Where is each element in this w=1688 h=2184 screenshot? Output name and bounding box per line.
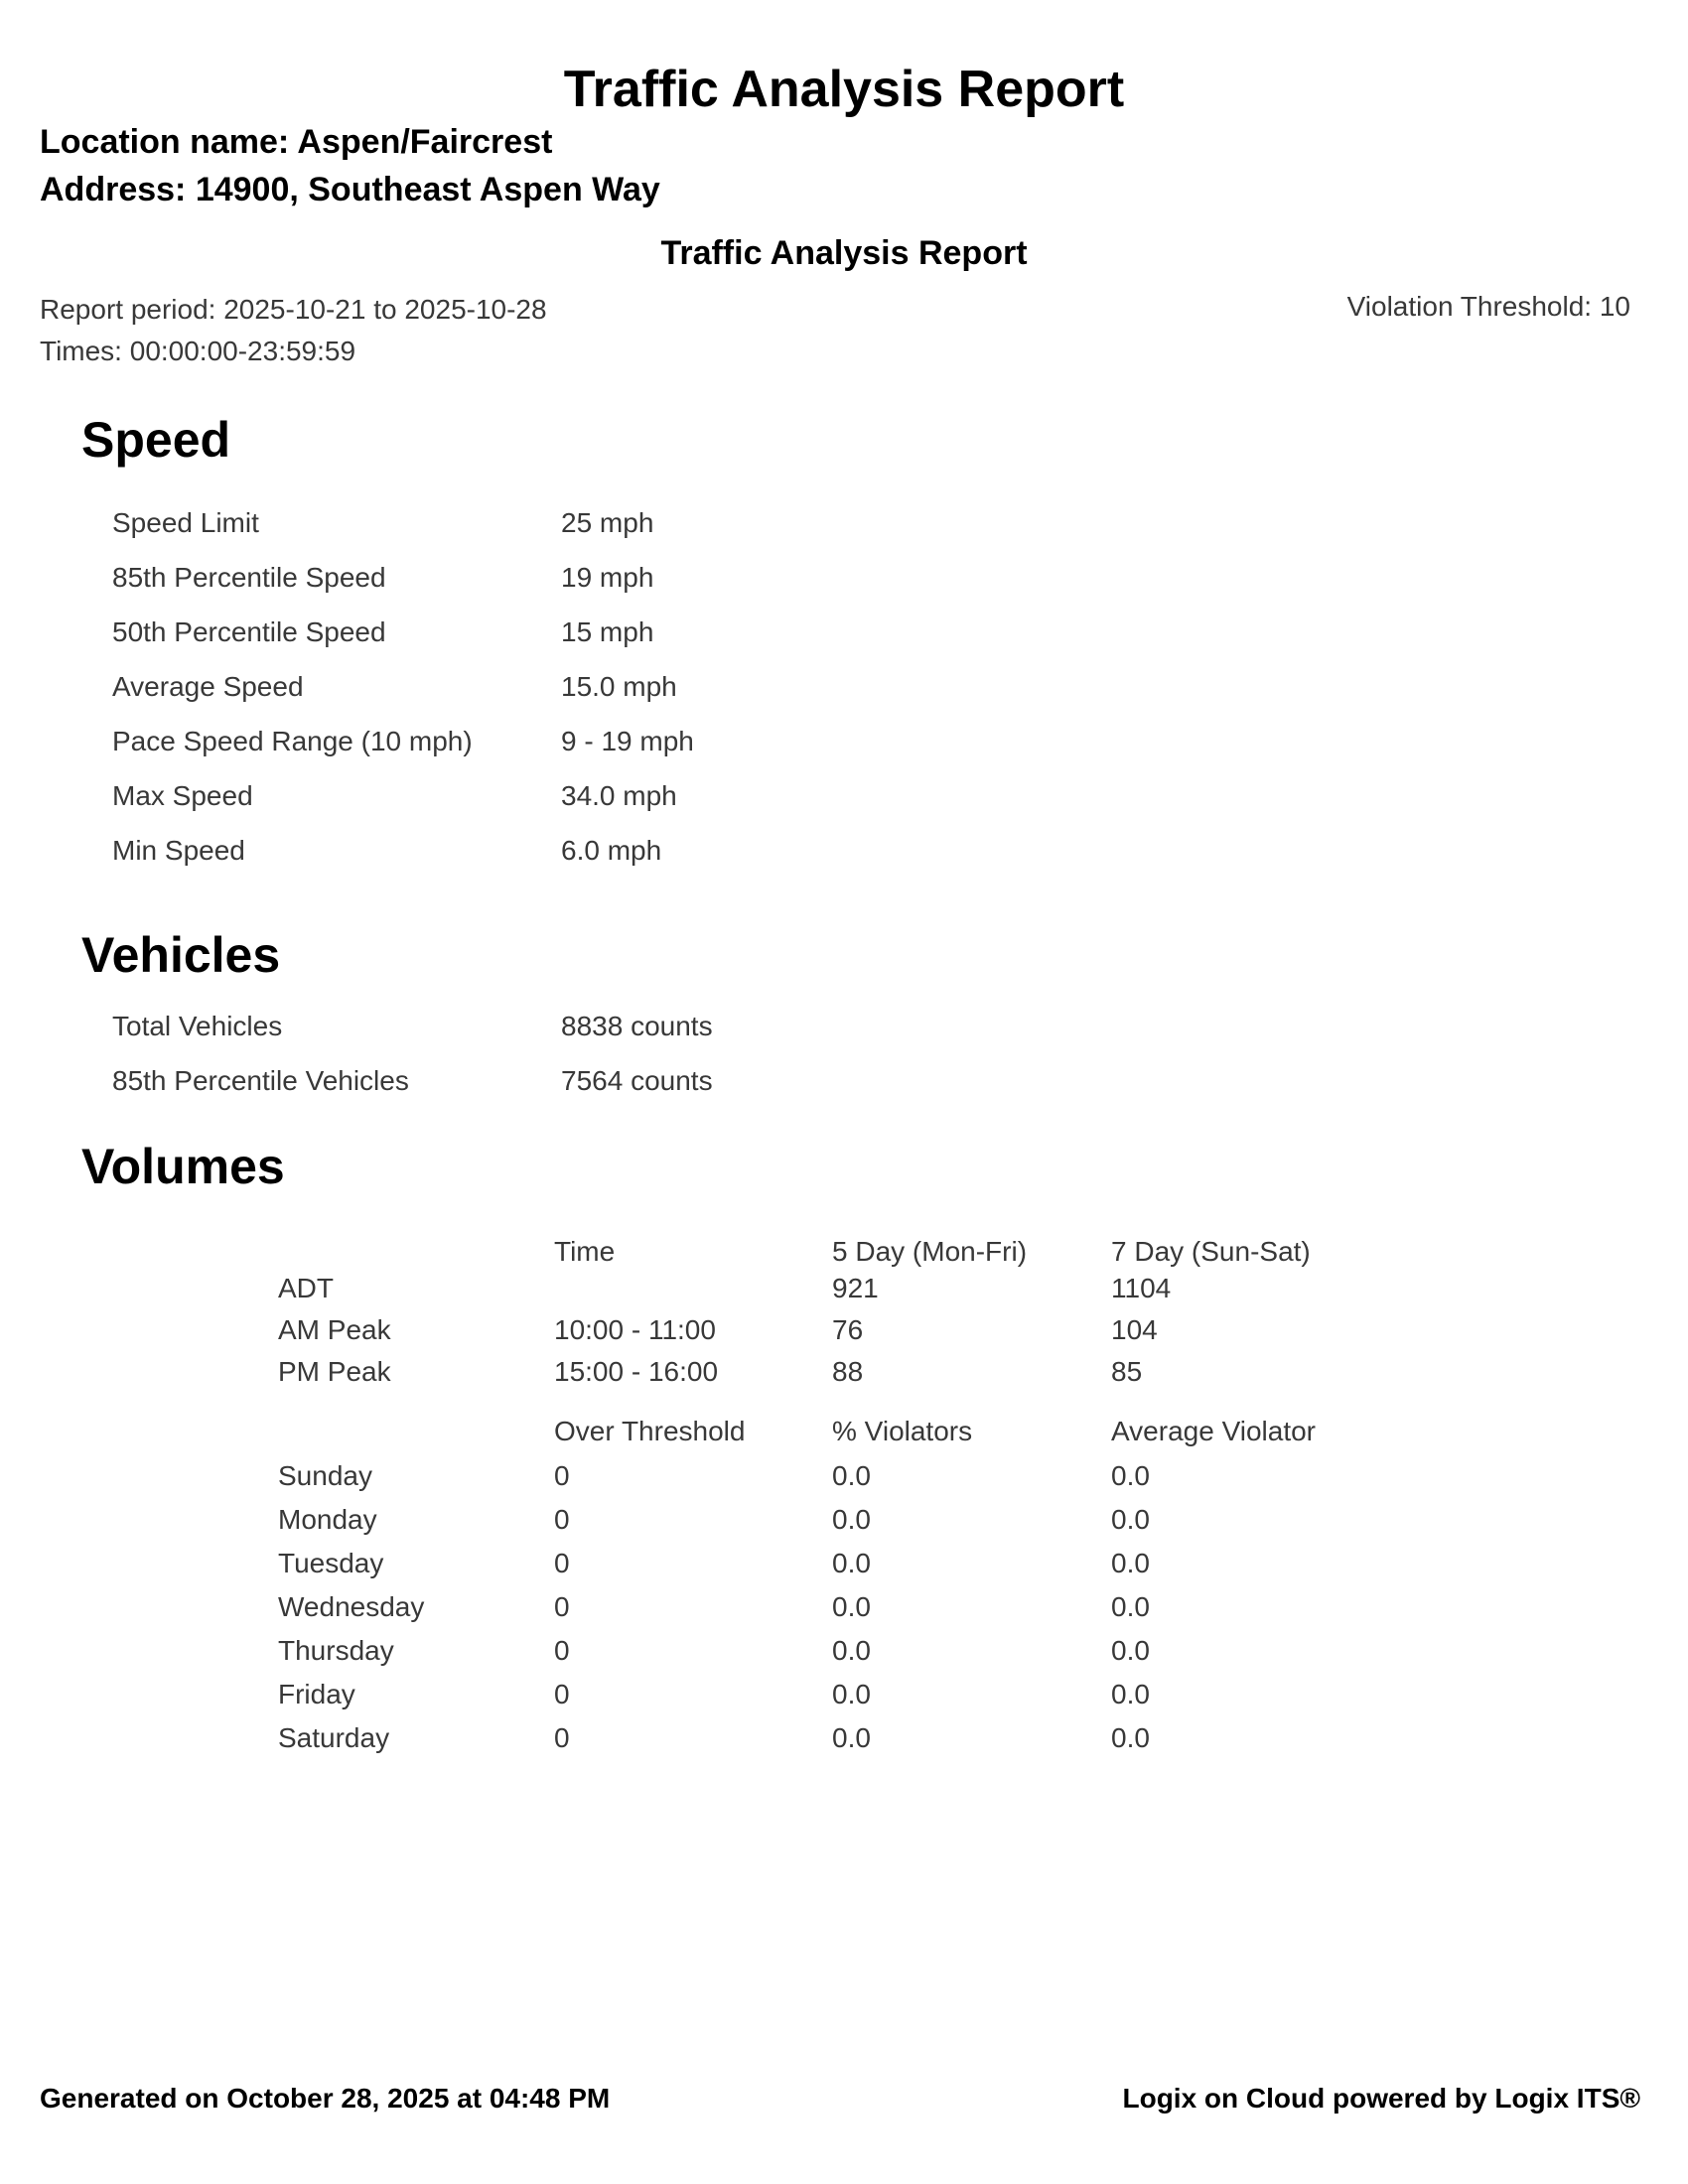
cell-average-violator: 0.0 <box>1111 1679 1150 1709</box>
location-name: Location name: Aspen/Faircrest <box>40 123 553 161</box>
cell-over-threshold: 0 <box>554 1722 570 1753</box>
cell-average-violator: 0.0 <box>1111 1548 1150 1578</box>
cell-over-threshold: 0 <box>554 1591 570 1622</box>
row-value: 6.0 mph <box>561 835 662 866</box>
cell-pct-violators: 0.0 <box>832 1548 871 1578</box>
report-times: Times: 00:00:00-23:59:59 <box>40 336 356 366</box>
volumes-section-heading: Volumes <box>81 1139 285 1194</box>
cell-pct-violators: 0.0 <box>832 1504 871 1535</box>
row-value: 9 - 19 mph <box>561 726 694 756</box>
cell-pct-violators: 0.0 <box>832 1722 871 1753</box>
cell-7day: 1104 <box>1111 1273 1172 1303</box>
table-row <box>0 782 1688 822</box>
table-row <box>0 837 1688 877</box>
row-value: 8838 counts <box>561 1011 713 1041</box>
page-title: Traffic Analysis Report <box>563 61 1125 118</box>
row-label: Sunday <box>278 1460 372 1491</box>
row-label: 85th Percentile Speed <box>112 562 386 593</box>
row-value: 19 mph <box>561 562 654 593</box>
row-label: Min Speed <box>112 835 245 866</box>
table-row <box>0 1506 1688 1546</box>
row-value: 15.0 mph <box>561 671 677 702</box>
generated-timestamp: Generated on October 28, 2025 at 04:48 PM <box>40 2083 611 2114</box>
cell-pct-violators: 0.0 <box>832 1679 871 1709</box>
row-label: Monday <box>278 1504 377 1535</box>
column-header-5day: 5 Day (Mon-Fri) <box>832 1236 1028 1267</box>
speed-section-heading: Speed <box>81 412 231 468</box>
address-line: Address: 14900, Southeast Aspen Way <box>40 171 660 208</box>
table-row <box>0 1358 1688 1398</box>
table-row <box>0 1637 1688 1677</box>
cell-time: 15:00 - 16:00 <box>554 1356 719 1387</box>
column-header-time: Time <box>554 1236 616 1267</box>
cell-7day: 85 <box>1111 1356 1143 1387</box>
row-label: Pace Speed Range (10 mph) <box>112 726 473 756</box>
row-value: 25 mph <box>561 507 654 538</box>
cell-average-violator: 0.0 <box>1111 1460 1150 1491</box>
table-row <box>0 1316 1688 1356</box>
cell-average-violator: 0.0 <box>1111 1591 1150 1622</box>
cell-time: 10:00 - 11:00 <box>554 1314 716 1345</box>
column-header-over-threshold: Over Threshold <box>554 1416 746 1446</box>
table-row <box>0 1550 1688 1589</box>
cell-over-threshold: 0 <box>554 1504 570 1535</box>
violation-threshold: Violation Threshold: 10 <box>1346 291 1630 322</box>
table-row <box>0 618 1688 658</box>
table-row <box>0 1681 1688 1720</box>
column-header-average-violator: Average Violator <box>1111 1416 1316 1446</box>
row-label: Speed Limit <box>112 507 259 538</box>
cell-over-threshold: 0 <box>554 1548 570 1578</box>
row-label: ADT <box>278 1273 334 1303</box>
row-label: AM Peak <box>278 1314 391 1345</box>
row-label: Wednesday <box>278 1591 425 1622</box>
row-label: Saturday <box>278 1722 390 1753</box>
table-row <box>0 1275 1688 1314</box>
table-row <box>0 1013 1688 1052</box>
table-row <box>0 1724 1688 1764</box>
table-row <box>0 564 1688 604</box>
cell-average-violator: 0.0 <box>1111 1722 1150 1753</box>
cell-5day: 76 <box>832 1314 864 1345</box>
row-label: 85th Percentile Vehicles <box>112 1065 409 1096</box>
row-label: Thursday <box>278 1635 394 1666</box>
row-label: Average Speed <box>112 671 304 702</box>
row-label: PM Peak <box>278 1356 391 1387</box>
cell-over-threshold: 0 <box>554 1635 570 1666</box>
branding-text: Logix on Cloud powered by Logix ITS® <box>1122 2083 1640 2114</box>
table-row <box>0 728 1688 767</box>
row-label: 50th Percentile Speed <box>112 616 386 647</box>
cell-5day: 88 <box>832 1356 864 1387</box>
table-row <box>0 1462 1688 1502</box>
cell-pct-violators: 0.0 <box>832 1635 871 1666</box>
row-label: Tuesday <box>278 1548 384 1578</box>
vehicles-section-heading: Vehicles <box>81 927 281 983</box>
row-value: 15 mph <box>561 616 654 647</box>
cell-5day: 921 <box>832 1273 879 1303</box>
cell-pct-violators: 0.0 <box>832 1460 871 1491</box>
row-value: 34.0 mph <box>561 780 677 811</box>
row-label: Total Vehicles <box>112 1011 283 1041</box>
column-header-pct-violators: % Violators <box>832 1416 973 1446</box>
report-subtitle: Traffic Analysis Report <box>660 234 1028 272</box>
table-row <box>0 509 1688 549</box>
table-row <box>0 1067 1688 1107</box>
cell-average-violator: 0.0 <box>1111 1635 1150 1666</box>
row-label: Friday <box>278 1679 355 1709</box>
cell-over-threshold: 0 <box>554 1460 570 1491</box>
table-row <box>0 1593 1688 1633</box>
table-row <box>0 673 1688 713</box>
cell-pct-violators: 0.0 <box>832 1591 871 1622</box>
cell-7day: 104 <box>1111 1314 1158 1345</box>
table-header-row <box>0 1238 1688 1278</box>
report-period: Report period: 2025-10-21 to 2025-10-28 <box>40 294 547 325</box>
cell-average-violator: 0.0 <box>1111 1504 1150 1535</box>
table-header-row <box>0 1418 1688 1457</box>
row-value: 7564 counts <box>561 1065 713 1096</box>
row-label: Max Speed <box>112 780 253 811</box>
cell-over-threshold: 0 <box>554 1679 570 1709</box>
column-header-7day: 7 Day (Sun-Sat) <box>1111 1236 1311 1267</box>
